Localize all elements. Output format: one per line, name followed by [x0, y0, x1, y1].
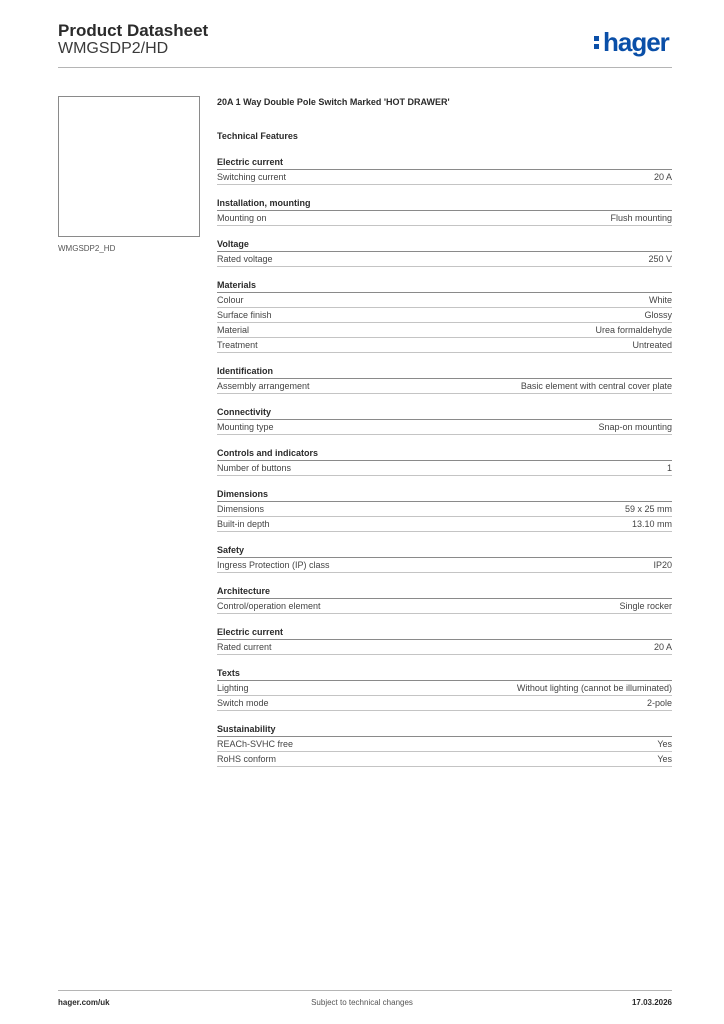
feature-section: [217, 279, 672, 353]
feature-label: RoHS conform: [217, 754, 277, 764]
feature-section: [217, 667, 672, 711]
feature-label: Control/operation element: [217, 601, 321, 611]
feature-row: [217, 681, 672, 696]
feature-value: Urea formaldehyde: [595, 325, 672, 335]
feature-value: 20 A: [653, 172, 672, 182]
feature-row: [217, 308, 672, 323]
feature-label: Mounting type: [217, 422, 274, 432]
feature-value: 1: [666, 463, 672, 473]
feature-value: White: [648, 295, 672, 305]
section-title: Electric current: [217, 156, 672, 170]
page-title: Product Datasheet: [58, 21, 209, 40]
section-title: Controls and indicators: [217, 447, 672, 461]
logo-text: hager: [603, 27, 669, 57]
feature-label: Built-in depth: [217, 519, 270, 529]
feature-row: [217, 752, 672, 767]
hager-logo: [594, 28, 669, 56]
feature-row: [217, 461, 672, 476]
feature-row: [217, 696, 672, 711]
feature-section: [217, 197, 672, 226]
feature-row: [217, 293, 672, 308]
feature-section: [217, 544, 672, 573]
feature-label: Switch mode: [217, 698, 269, 708]
feature-value: 13.10 mm: [631, 519, 672, 529]
section-title: Identification: [217, 365, 672, 379]
feature-section: [217, 626, 672, 655]
feature-section: [217, 447, 672, 476]
feature-value: 250 V: [648, 254, 672, 264]
feature-label: Switching current: [217, 172, 287, 182]
feature-label: REACh-SVHC free: [217, 739, 294, 749]
product-description: 20A 1 Way Double Pole Switch Marked 'HOT DRAWER': [217, 97, 450, 107]
feature-label: Lighting: [217, 683, 249, 693]
section-title: Safety: [217, 544, 672, 558]
section-title: Texts: [217, 667, 672, 681]
feature-section: [217, 406, 672, 435]
product-code: WMGSDP2/HD: [58, 40, 169, 57]
feature-value: 59 x 25 mm: [624, 504, 672, 514]
feature-value: Basic element with central cover plate: [520, 381, 672, 391]
feature-value: 2-pole: [646, 698, 672, 708]
feature-row: [217, 737, 672, 752]
section-title: Architecture: [217, 585, 672, 599]
feature-label: Treatment: [217, 340, 258, 350]
feature-label: Dimensions: [217, 504, 265, 514]
feature-label: Rated current: [217, 642, 272, 652]
feature-row: [217, 517, 672, 532]
product-image-placeholder: [58, 96, 200, 237]
feature-label: Assembly arrangement: [217, 381, 310, 391]
header-divider: [58, 67, 672, 68]
feature-row: [217, 170, 672, 185]
section-title: Installation, mounting: [217, 197, 672, 211]
footer-divider: [58, 990, 672, 991]
product-image-caption: WMGSDP2_HD: [58, 244, 116, 253]
feature-sections: [217, 156, 672, 767]
feature-value: Yes: [657, 754, 672, 764]
feature-value: Untreated: [632, 340, 672, 350]
footer-date: 17.03.2026: [631, 998, 672, 1007]
feature-label: Colour: [217, 295, 244, 305]
feature-row: [217, 599, 672, 614]
feature-section: [217, 365, 672, 394]
datasheet-content: [217, 96, 672, 767]
feature-row: [217, 558, 672, 573]
feature-value: Yes: [657, 739, 672, 749]
feature-row: [217, 640, 672, 655]
feature-section: [217, 585, 672, 614]
feature-label: Number of buttons: [217, 463, 292, 473]
feature-value: Snap-on mounting: [598, 422, 672, 432]
feature-row: [217, 338, 672, 353]
feature-value: 20 A: [653, 642, 672, 652]
feature-row: [217, 211, 672, 226]
feature-label: Rated voltage: [217, 254, 273, 264]
feature-label: Material: [217, 325, 250, 335]
feature-section: [217, 488, 672, 532]
section-title: Sustainability: [217, 723, 672, 737]
feature-value: Flush mounting: [610, 213, 672, 223]
section-title: Dimensions: [217, 488, 672, 502]
footer-notice: Subject to technical changes: [311, 998, 413, 1007]
feature-section: [217, 156, 672, 185]
feature-label: Mounting on: [217, 213, 267, 223]
section-title: Connectivity: [217, 406, 672, 420]
feature-row: [217, 379, 672, 394]
feature-value: Single rocker: [619, 601, 672, 611]
feature-row: [217, 420, 672, 435]
feature-row: [217, 323, 672, 338]
section-title: Electric current: [217, 626, 672, 640]
feature-value: IP20: [653, 560, 672, 570]
feature-row: [217, 502, 672, 517]
logo-dots-icon: [594, 28, 600, 54]
feature-value: Glossy: [644, 310, 672, 320]
footer-website: hager.com/uk: [58, 998, 110, 1007]
section-title: Materials: [217, 279, 672, 293]
feature-label: Surface finish: [217, 310, 272, 320]
feature-value: Without lighting (cannot be illuminated): [516, 683, 672, 693]
feature-section: [217, 723, 672, 767]
feature-label: Ingress Protection (IP) class: [217, 560, 330, 570]
feature-section: [217, 238, 672, 267]
technical-features-title: Technical Features: [217, 131, 298, 141]
feature-row: [217, 252, 672, 267]
section-title: Voltage: [217, 238, 672, 252]
